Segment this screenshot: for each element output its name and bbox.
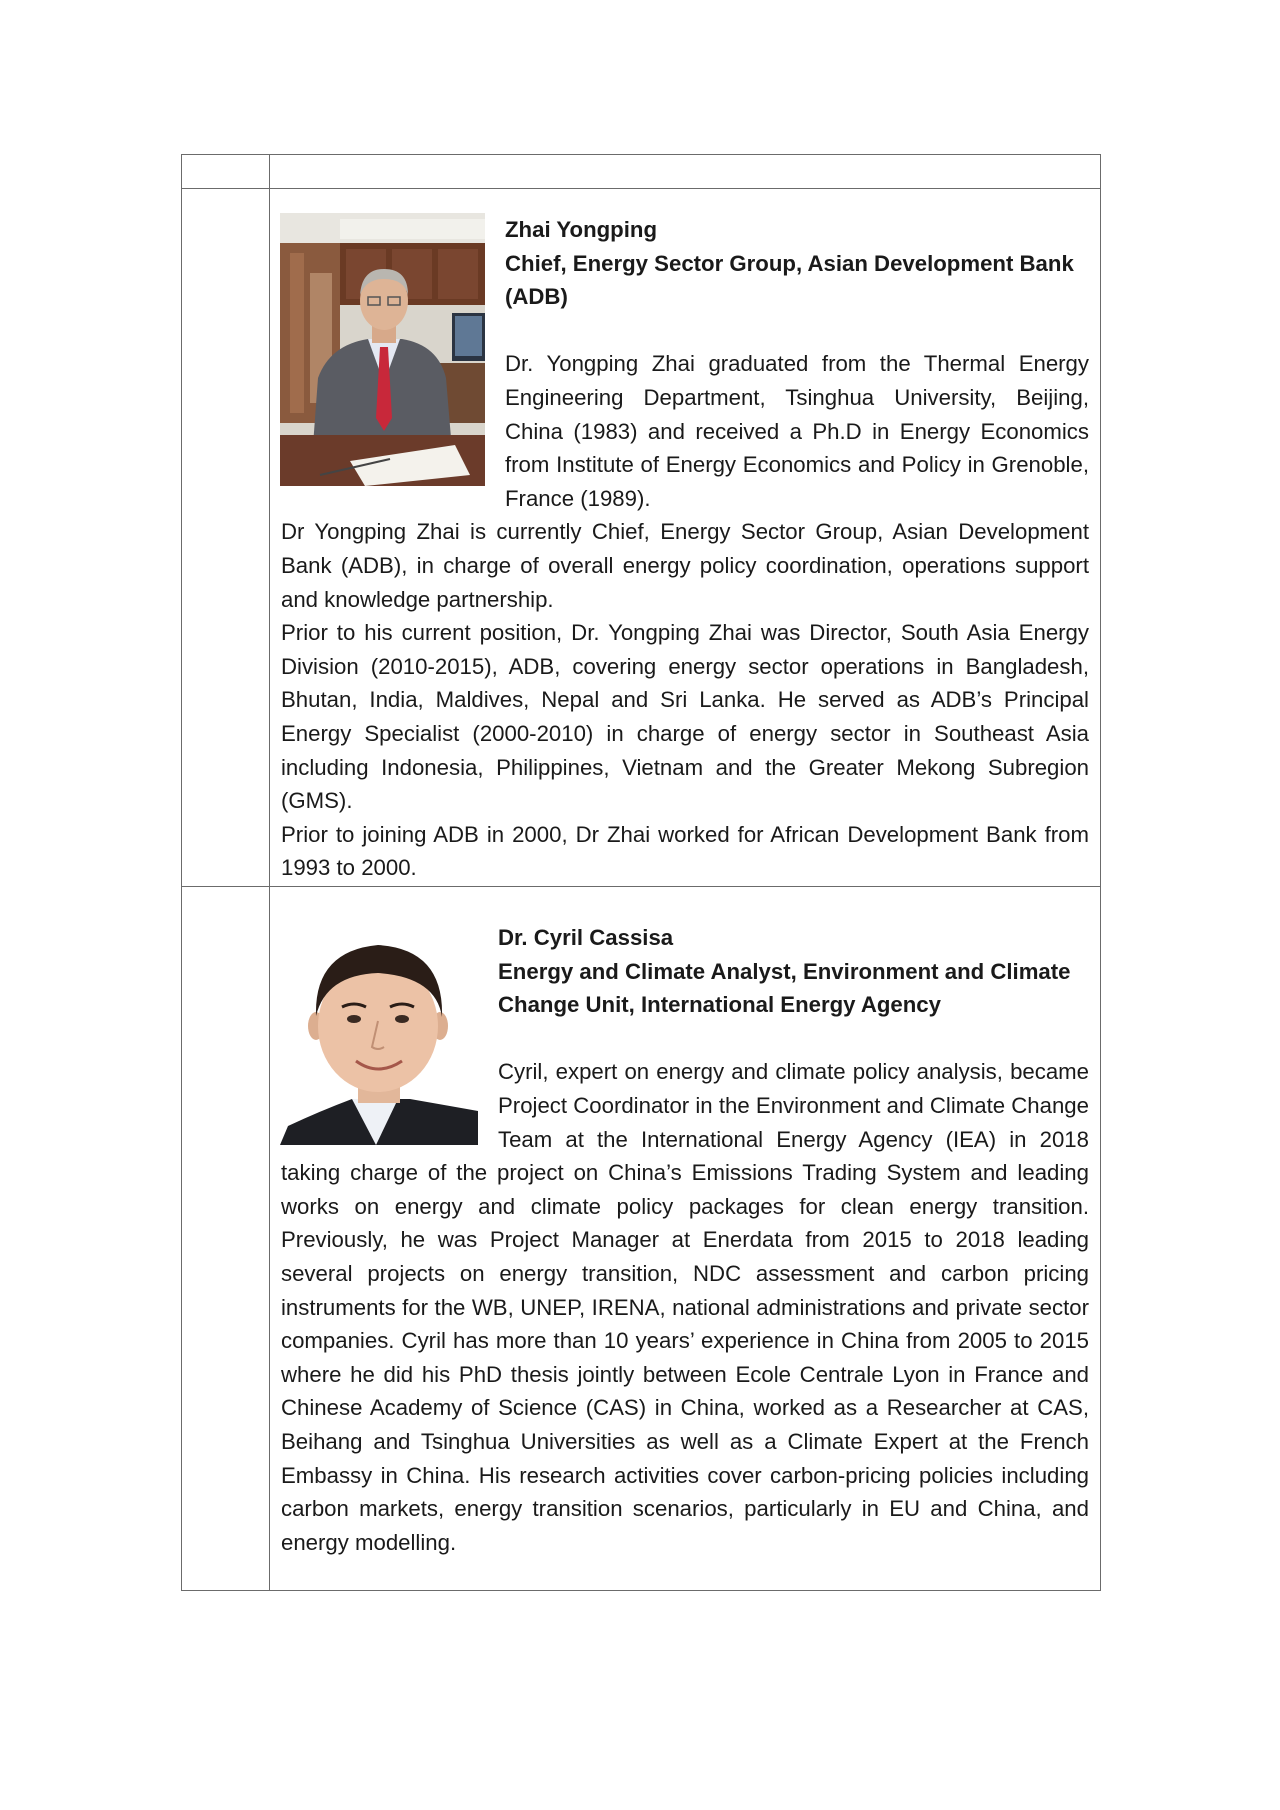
bio-row-left-cell [182, 887, 270, 1591]
portrait-cyril-cassisa [280, 921, 478, 1145]
speaker-bio-table [181, 154, 1101, 1591]
speaker-role: Energy and Climate Analyst, Environment and Climate Change Unit, International Energy Agency [498, 958, 1071, 1018]
bio-row-cassisa [182, 887, 1101, 1591]
bio-paragraph: Dr. Yongping Zhai graduated from the Thermal Energy Engineering Department, Tsinghua University, Beijing, China (1983) and received a Ph.D in Energy Economics from Institute of Energy Economics and Policy in Grenoble, France (1989). [505, 351, 1089, 511]
bio-paragraph: Cyril, expert on energy and climate policy analysis, became Project Coordinator in the Environment and Climate Change Team at the International Energy Agency (IEA) in 2018 taking charge of the project on China’s Emissions Trading System and leading works on energy and climate policy packages for clean energy transition. Previously, he was Project Manager at Enerdata from 2015 to 2018 leading several projects on energy transition, NDC assessment and carbon pricing instruments for the WB, UNEP, IRENA, national administrations and private sector companies. Cyril has more than 10 years’ experience in China from 2005 to 2015 where he did his PhD thesis jointly between Ecole Centrale Lyon in France and Chinese Academy of Science (CAS) in China, worked as a Researcher at CAS, Beihang and Tsinghua Universities as well as a Climate Expert at the French Embassy in China. His research activities cover carbon-pricing policies including carbon markets, energy transition scenarios, particularly in EU and China, and energy modelling. [281, 1059, 1089, 1555]
table-header-row [182, 155, 1101, 189]
portrait-zhai-yongping [280, 213, 485, 486]
speaker-name: Dr. Cyril Cassisa [498, 925, 674, 950]
bio-row-zhai [182, 189, 1101, 887]
header-cell-left [182, 155, 270, 189]
speaker-role: Chief, Energy Sector Group, Asian Development Bank (ADB) [505, 250, 1074, 310]
bio-row-content-cell [270, 887, 1101, 1591]
bio-paragraph: Prior to joining ADB in 2000, Dr Zhai worked for African Development Bank from 1993 to 2000. [281, 821, 1089, 881]
bio-paragraph: Dr Yongping Zhai is currently Chief, Energy Sector Group, Asian Development Bank (ADB), in charge of overall energy policy coordination, operations support and knowledge partnership. [281, 519, 1089, 612]
bio-paragraph: Prior to his current position, Dr. Yongping Zhai was Director, South Asia Energy Division (2010-2015), ADB, covering energy sector operations in Bangladesh, Bhutan, India, Maldives, Nepal and Sri Lanka. He served as ADB’s Principal Energy Specialist (2000-2010) in charge of energy sector in Southeast Asia including Indonesia, Philippines, Vietnam and the Greater Mekong Subregion (GMS). [281, 620, 1089, 814]
speaker-name: Zhai Yongping [505, 217, 658, 242]
bio-row-content-cell [270, 189, 1101, 887]
header-cell-right [270, 155, 1101, 189]
bio-row-left-cell [182, 189, 270, 887]
